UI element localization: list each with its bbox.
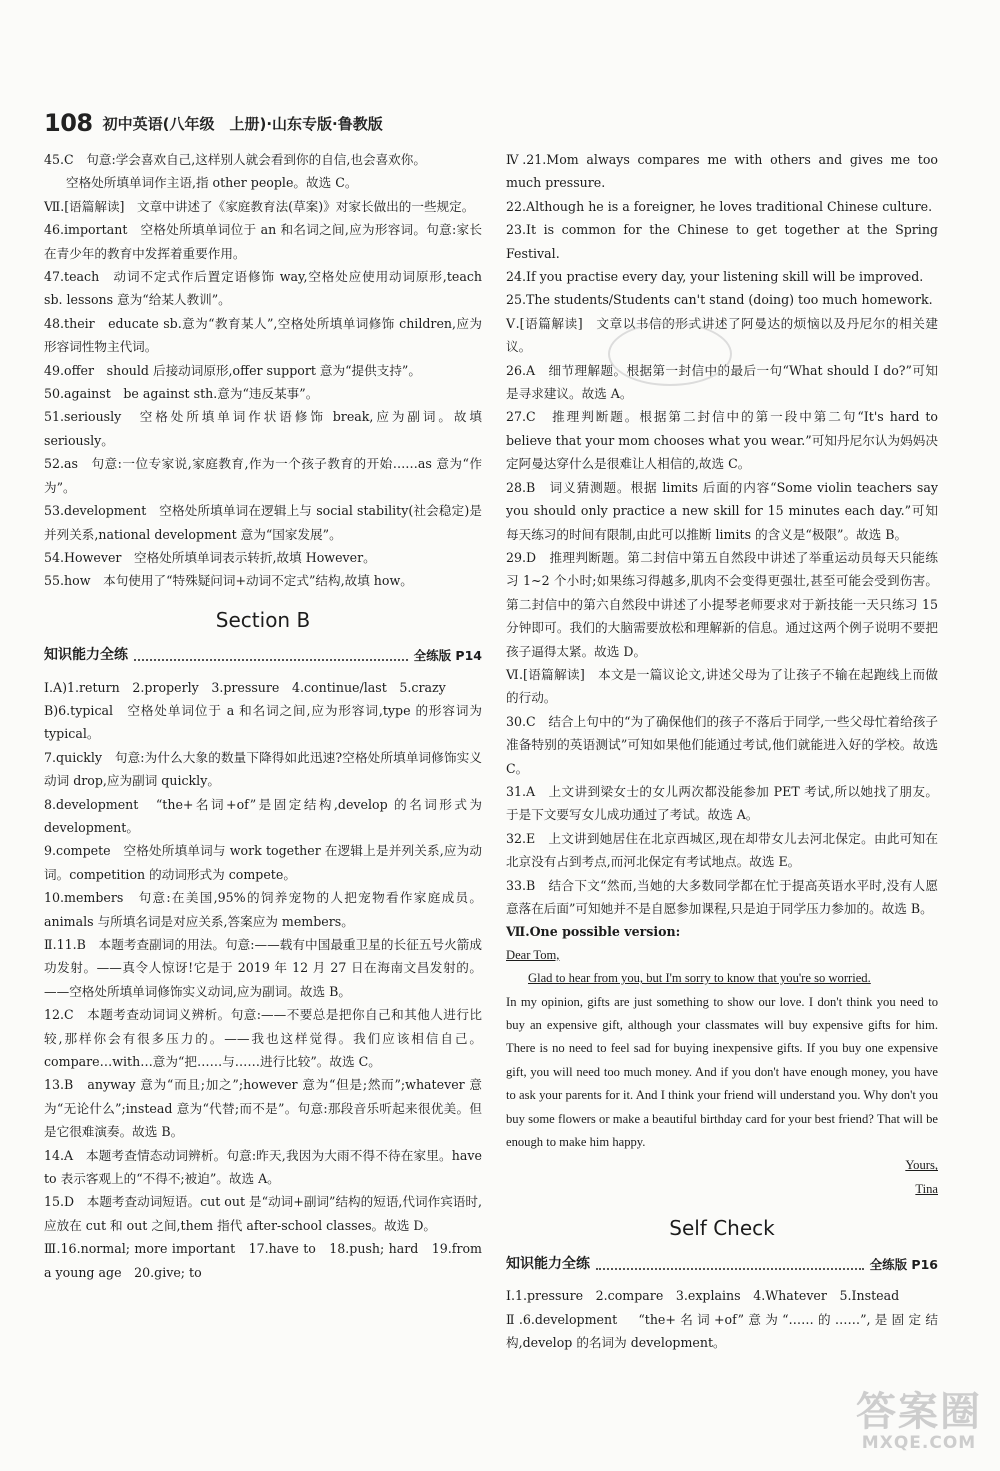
self-check-i: Ⅰ.1.pressure 2.compare 3.explains 4.Whatever 5.Instead [506, 1288, 900, 1304]
answer-21: Ⅳ.21.Mom always compares me with others and gives me too much pressure. [506, 152, 938, 191]
letter-salutation: Dear Tom, [506, 947, 560, 962]
answer-i-1-5: Ⅰ.A)1.return 2.properly 3.pressure 4.continue/last 5.crazy [44, 679, 446, 695]
answer-16-20: Ⅲ.16.normal; more important 17.have to 18.push; hard 19.from a young age 20.give; to [44, 1241, 482, 1280]
answer-23: 23.It is common for the Chinese to get together at the Spring Festival. [506, 222, 938, 261]
answer-10: 10.members 句意:在美国,95%的饲养宠物的人把宠物看作家庭成员。animals 与所填名词是对应关系,答案应为 members。 [44, 890, 482, 929]
passage-note-vi: Ⅵ.[语篇解读] 本文是一篇议论文,讲述父母为了让孩子不输在起跑线上而做的行动。 [506, 666, 938, 706]
passage-note-v: Ⅴ.[语篇解读] 文章以书信的形式讲述了阿曼达的烦恼以及丹尼尔的相关建议。 [506, 315, 938, 355]
self-check-ii: Ⅱ.6.development “the+名词+of”意为“……的……”,是固定结构,develop 的名词为 development。 [506, 1311, 938, 1350]
answer-52: 52.as 句意:一位专家说,家庭教育,作为一个孩子教育的开始……as 意为“作为”。 [44, 456, 482, 495]
answer-22: 22.Although he is a foreigner, he loves traditional Chinese culture. [506, 198, 933, 214]
right-column [506, 148, 938, 1354]
answer-24: 24.If you practise every day, your listening skill will be improved. [506, 269, 924, 285]
letter-closing: Yours, [905, 1158, 938, 1173]
answer-30: 30.C 结合上句中的“为了确保他们的孩子不落后于同学,一些父母忙着给孩子准备特别的英语测试”可知如果他们能通过考试,他们就能进入好的学校。故选 C。 [506, 713, 938, 776]
answer-54: 54.However 空格处所填单词表示转折,故填 However。 [44, 549, 376, 565]
answer-13: 13.B anyway 意为“而且;加之”;however 意为“但是;然而”;whatever 意为“无论什么”;instead 意为“代替;而不是”。句意:那段音乐听起来很优美。但是它很难演奏。故选 B。 [44, 1077, 482, 1140]
page-number: 108 [44, 109, 93, 137]
answer-7: 7.quickly 句意:为什么大象的数量下降得如此迅速?空格处所填单词修饰实义动词 drop,应为副词 quickly。 [44, 749, 482, 789]
page-header [44, 106, 383, 140]
practice-bar [44, 644, 482, 667]
answer-55: 55.how 本句使用了“特殊疑问词+动词不定式”结构,故填 how。 [44, 573, 413, 589]
answer-28: 28.B 词义猜测题。根据 limits 后面的内容“Some violin teachers say you should only practice a new skill for 15 minutes each day.”可知每天练习的时间有限制,由此可以推断 limits 的含义是“极限”。故选 B。 [506, 479, 938, 542]
left-column [44, 148, 482, 1284]
book-title: 初中英语(八年级 上册)·山东专版·鲁教版 [102, 114, 383, 133]
dotted-leader [134, 650, 408, 661]
watermark-text-cn: 答案圈 [856, 1389, 982, 1435]
practice-bar-title-2: 知识能力全练 [506, 1255, 590, 1272]
answer-12: 12.C 本题考查动词词义辨析。句意:——不要总是把你自己和其他人进行比较,那样你会有很多压力的。——我也这样觉得。我们应该相信自己。compare…with…意为“把……与……进行比较”。故选 C。 [44, 1007, 482, 1070]
answer-53: 53.development 空格处所填单词在逻辑上与 social stability(社会稳定)是并列关系,national development 意为“国家发展”。 [44, 503, 482, 542]
answer-15: 15.D 本题考查动词短语。cut out 是“动词+副词”结构的短语,代词作宾语时,应放在 cut 和 out 之间,them 指代 after-school classes。故选 D。 [44, 1194, 482, 1233]
answer-45-cont: 空格处所填单词作主语,指 other people。故选 C。 [66, 175, 358, 191]
practice-bar-page: 全练版 P14 [413, 648, 482, 664]
answer-46: 46.important 空格处所填单词位于 an 和名词之间,应为形容词。句意:家长在青少年的教育中发挥着重要作用。 [44, 222, 482, 261]
answer-8: 8.development “the+名词+of”是固定结构,develop 的名词形式为 development。 [44, 796, 482, 835]
sample-letter [506, 944, 938, 1201]
faint-stamp-mark [608, 322, 732, 386]
answer-51: 51.seriously 空格处所填单词作状语修饰 break,应为副词。故填 seriously。 [44, 409, 482, 448]
answer-14: 14.A 本题考查情态动词辨析。句意:昨天,我因为大雨不得不待在家里。have to 表示客观上的“不得不;被迫”。故选 A。 [44, 1147, 482, 1187]
site-watermark-logo [856, 1380, 982, 1453]
letter-signature: Tina [915, 1181, 938, 1196]
answer-47: 47.teach 动词不定式作后置定语修饰 way,空格处应使用动词原形,teach sb. lessons 意为“给某人教训”。 [44, 269, 482, 308]
answer-29: 29.D 推理判断题。第二封信中第五自然段中讲述了举重运动员每天只能练习 1~2 个小时;如果练习得越多,肌肉不会变得更强壮,甚至可能会受到伤害。第二封信中的第六自然段中讲述了小提琴老师要求对于新技能一天只练习 15 分钟即可。我们的大脑需要放松和理解新的信息。通过这两个例子说明不要把孩子逼得太紧。故选 D。 [506, 549, 938, 659]
answer-11: Ⅱ.11.B 本题考查副词的用法。句意:——载有中国最重卫星的长征五号火箭成功发射。——真令人惊讶!它是于 2019 年 12 月 27 日在海南文昌发射的。——空格处所填单词修饰实义动词,应为副词。故选 B。 [44, 937, 482, 999]
letter-body: In my opinion, gifts are just something to show our love. I don't think you need to buy an expensive gift, although your classmates will buy expensive gifts for him. There is no need to feel sad for buying inexpensive gifts. If you buy one expensive gift, you will need too much money. And if you don't have enough money, you have to ask your parents for it. And I think your friend will understand you. Why don't you buy some flowers or make a beautiful birthday card for your best friend? That will be enough to make him happy. [506, 994, 938, 1150]
section-b-heading: Section B [215, 607, 311, 632]
answer-48: 48.their educate sb.意为“教育某人”,空格处所填单词修饰 children,应为形容词性物主代词。 [44, 315, 482, 355]
answer-6: B)6.typical 空格处单词位于 a 和名词之间,应为形容词,type 的形容词为 typical。 [44, 702, 482, 742]
letter-opening: Glad to hear from you, but I'm sorry to know that you're so worried. [528, 971, 871, 986]
practice-bar-title: 知识能力全练 [44, 647, 128, 664]
answer-49: 49.offer should 后接动词原形,offer support 意为“提供支持”。 [44, 362, 421, 378]
answer-9: 9.compete 空格处所填单词与 work together 在逻辑上是并列关系,应为动词。competition 的动词形式为 compete。 [44, 843, 482, 882]
sample-essay-label: Ⅶ.One possible version: [506, 924, 681, 940]
answer-25: 25.The students/Students can't stand (doing) too much homework. [506, 292, 933, 308]
answer-33: 33.B 结合下文“然而,当她的大多数同学都在忙于提高英语水平时,没有人愿意落在后面”可知她并不是自愿参加课程,只是迫于同学压力参加的。故选 B。 [506, 877, 938, 916]
watermark-text-url: MXQE.COM [861, 1433, 977, 1453]
answer-31: 31.A 上文讲到梁女士的女儿两次都没能参加 PET 考试,所以她找了朋友。于是下文要写女儿成功通过了考试。故选 A。 [506, 783, 938, 823]
passage-note-vii: Ⅶ.[语篇解读] 文章中讲述了《家庭教育法(草案)》对家长做出的一些规定。 [44, 198, 475, 214]
dotted-leader-2 [596, 1259, 864, 1270]
answer-32: 32.E 上文讲到她居住在北京西城区,现在却带女儿去河北保定。由此可知在北京没有占到考点,而河北保定有考试地点。故选 E。 [506, 830, 938, 870]
practice-bar-2 [506, 1253, 938, 1276]
answer-50: 50.against be against sth.意为“违反某事”。 [44, 386, 319, 402]
practice-bar-page-2: 全练版 P16 [869, 1256, 938, 1272]
answer-26: 26.A 细节理解题。根据第一封信中的最后一句“What should I do?”可知是寻求建议。故选 A。 [506, 362, 938, 402]
answer-27: 27.C 推理判断题。根据第二封信中的第一段中第二句“It's hard to believe that your mom chooses what you wear.”可知丹尼尔认为妈妈决定阿曼达穿什么是很难让人相信的,故选 C。 [506, 409, 938, 472]
self-check-heading: Self Check [669, 1216, 775, 1241]
answer-45: 45.C 句意:学会喜欢自己,这样别人就会看到你的自信,也会喜欢你。 [44, 152, 426, 167]
